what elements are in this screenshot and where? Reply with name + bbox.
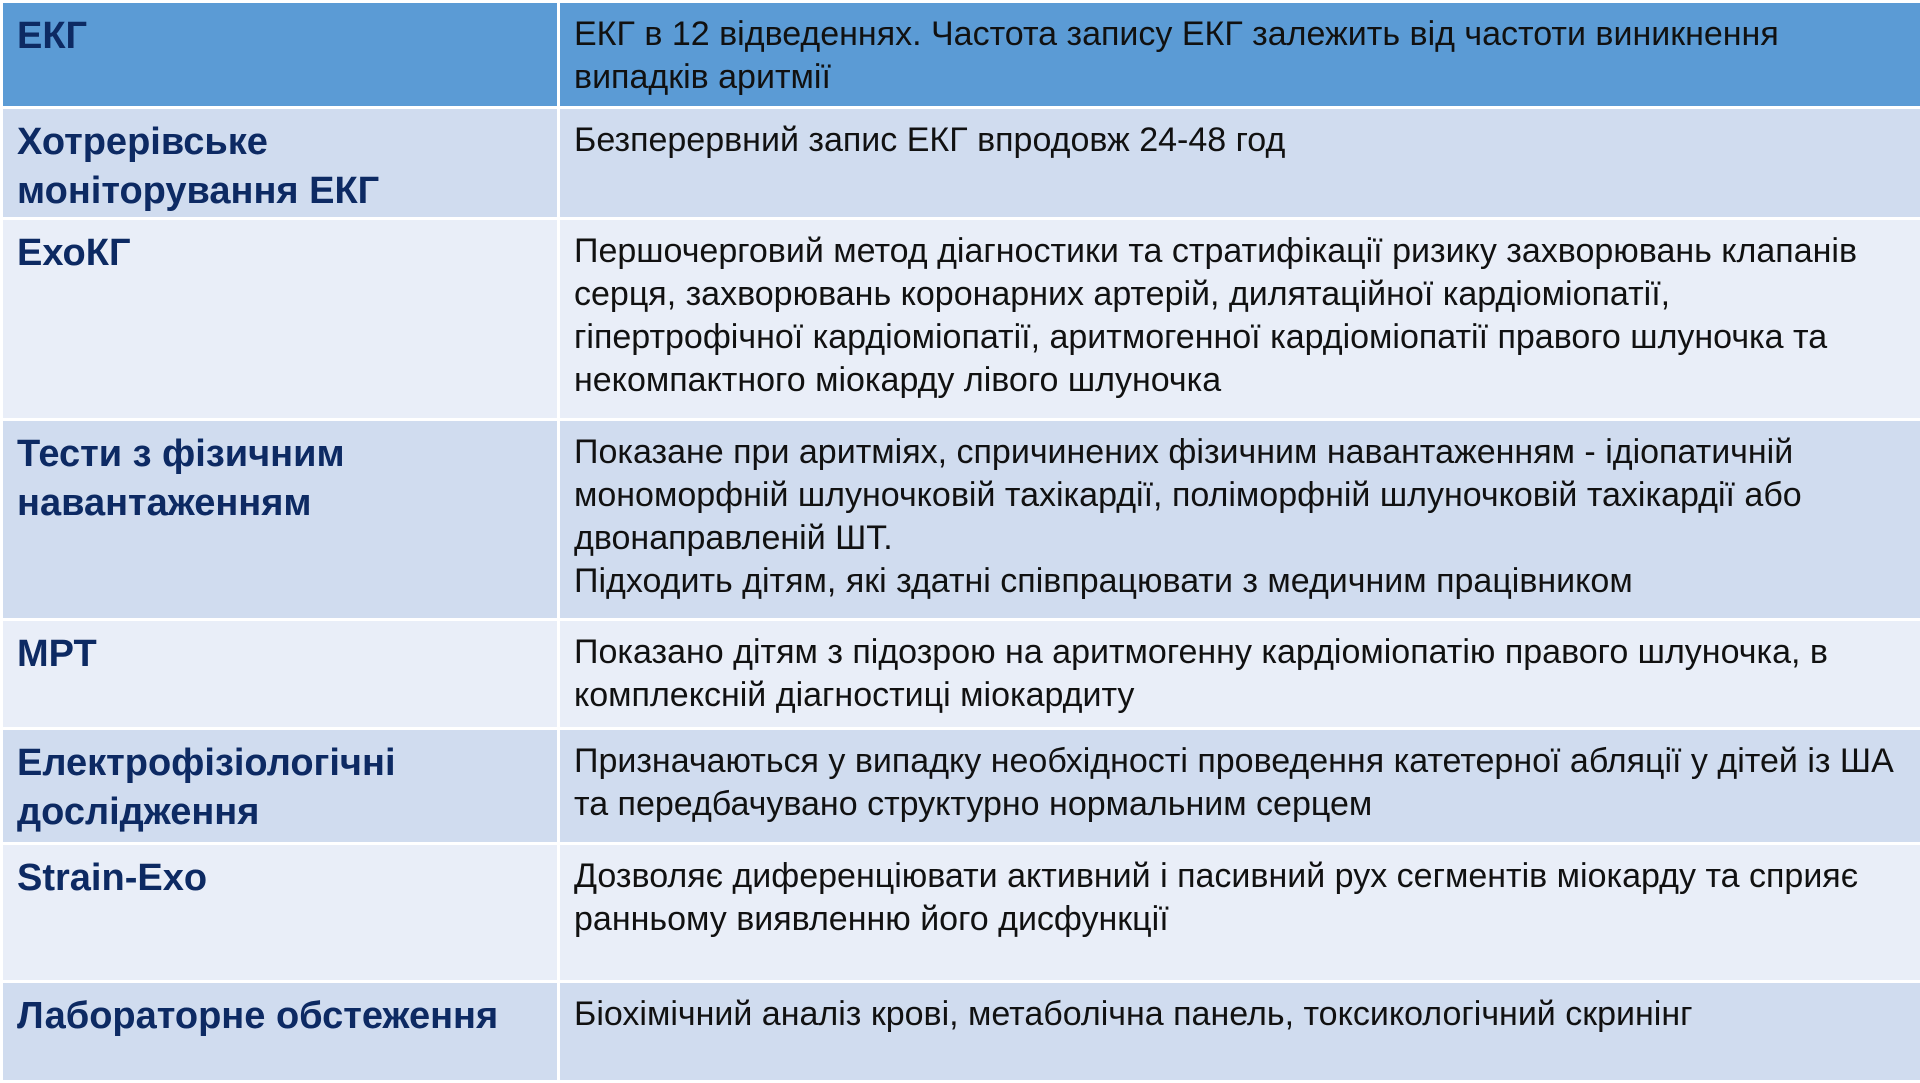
term-cell: Лабораторне обстеження <box>2 982 559 1082</box>
description-cell: Показане при аритміях, спричинених фізичним навантаженням - ідіопатичній мономорфній шлуночковій тахікардії, поліморфній шлуночковій тахікардії або двонаправленій ШТ. Підходить дітям, які здатні співпрацювати з медичним працівником <box>559 420 1920 620</box>
description-cell: Безперервний запис ЕКГ впродовж 24-48 год <box>559 108 1920 219</box>
term-cell: Електрофізіологічні дослідження <box>2 729 559 844</box>
term-cell: ЕхоКГ <box>2 219 559 420</box>
description-cell: Першочерговий метод діагностики та стратифікації ризику захворювань клапанів серця, захворювань коронарних артерій, дилятаційної кардіоміопатії, гіпертрофічної кардіоміопатії, аритмогенної кардіоміопатії правого шлуночка та некомпактного міокарду лівого шлуночка <box>559 219 1920 420</box>
table-row-electrophysiology <box>2 729 1920 844</box>
table-row-echo <box>2 219 1920 420</box>
description-cell: Біохімічний аналіз крові, метаболічна панель, токсикологічний скринінг <box>559 982 1920 1082</box>
term-cell: Strain-Exo <box>2 844 559 982</box>
description-cell: Дозволяє диференціювати активний і пасивний рух сегментів міокарду та сприяє ранньому виявленню його дисфункції <box>559 844 1920 982</box>
description-cell: Показано дітям з підозрою на аритмогенну кардіоміопатію правого шлуночка, в комплексній діагностиці міокардиту <box>559 620 1920 729</box>
table-row-exercise-test <box>2 420 1920 620</box>
table-row-laboratory <box>2 982 1920 1082</box>
description-cell: ЕКГ в 12 відведеннях. Частота запису ЕКГ залежить від частоти виникнення випадків аритмії <box>559 2 1920 108</box>
term-cell: ЕКГ <box>2 2 559 108</box>
table-row-ecg <box>2 2 1920 108</box>
term-cell: Тести з фізичним навантаженням <box>2 420 559 620</box>
term-cell: МРТ <box>2 620 559 729</box>
description-cell: Призначаються у випадку необхідності проведення катетерної абляції у дітей із ША та передбачувано структурно нормальним серцем <box>559 729 1920 844</box>
table-row-holter <box>2 108 1920 219</box>
table-row-mri <box>2 620 1920 729</box>
table-row-strain-echo <box>2 844 1920 982</box>
term-cell: Хотрерівське моніторування ЕКГ <box>2 108 559 219</box>
